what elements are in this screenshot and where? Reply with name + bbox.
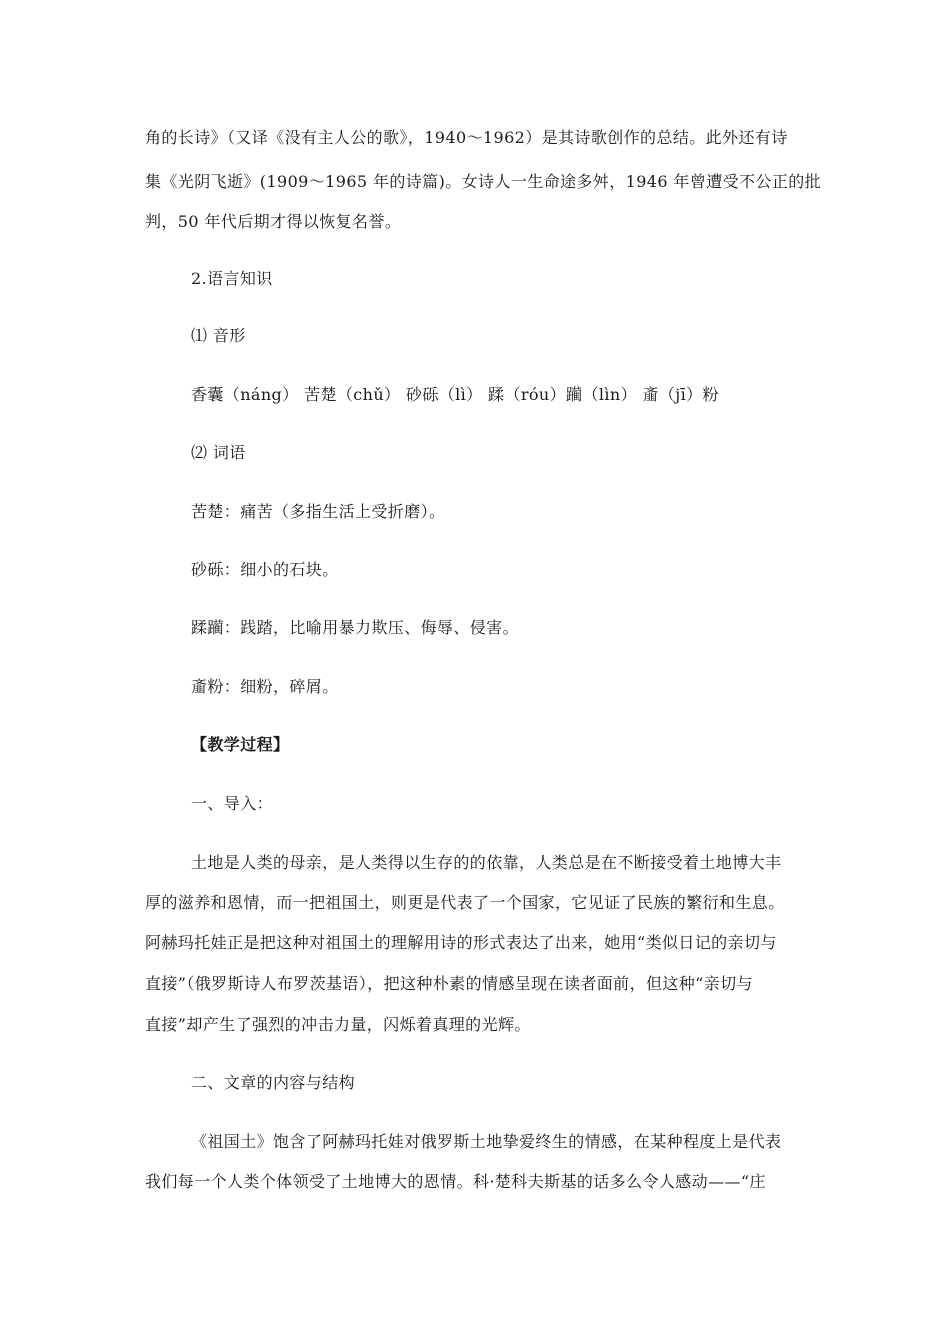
word-def-roulin: 蹂躏：践踏，比喻用暴力欺压、侮辱、侵害。 [191, 618, 520, 637]
part1-line-2: 厚的滋养和恩情，而一把祖国土，则更是代表了一个国家，它见证了民族的繁衍和生息。 [145, 893, 785, 912]
intro-line-3: 判，50 年代后期才得以恢复名誉。 [145, 212, 402, 231]
section-language-heading: 2.语言知识 [191, 269, 273, 288]
part2-heading: 二、文章的内容与结构 [191, 1073, 356, 1092]
pronunciation-line: 香囊（náng） 苦楚（chǔ） 砂砾（lì） 蹂（róu）躏（lìn） 齑（jī）粉 [191, 385, 719, 404]
intro-line-2: 集《光阴飞逝》(1909～1965 年的诗篇)。女诗人一生命途多舛，1946 年曾遭受不公正的批 [145, 172, 822, 191]
part2-line-1: 《祖国土》饱含了阿赫玛托娃对俄罗斯土地挚爱终生的情感，在某种程度上是代表 [191, 1132, 782, 1151]
word-def-shali: 砂砾：细小的石块。 [191, 560, 339, 579]
subsection-pronunciation-heading: ⑴ 音形 [191, 326, 246, 345]
part1-line-5: 直接”却产生了强烈的冲击力量，闪烁着真理的光辉。 [145, 1015, 531, 1034]
part1-line-3: 阿赫玛托娃正是把这种对祖国土的理解用诗的形式表达了出来，她用“类似日记的亲切与 [145, 933, 777, 952]
part1-line-4: 直接”（俄罗斯诗人布罗茨基语），把这种朴素的情感呈现在读者面前，但这种“亲切与 [145, 974, 753, 993]
subsection-words-heading: ⑵ 词语 [191, 443, 246, 462]
part2-line-2: 我们每一个人类个体领受了土地博大的恩情。科·楚科夫斯基的话多么令人感动——“庄 [145, 1172, 766, 1191]
intro-line-1: 角的长诗》（又译《没有主人公的歌》，1940～1962）是其诗歌创作的总结。此外还有诗 [145, 128, 788, 147]
part1-line-1: 土地是人类的母亲，是人类得以生存的的依靠，人类总是在不断接受着土地博大丰 [191, 853, 782, 872]
teaching-process-heading: 【教学过程】 [191, 735, 290, 754]
word-def-kuchu: 苦楚：痛苦（多指生活上受折磨）。 [191, 502, 446, 521]
part1-heading: 一、导入： [191, 794, 274, 813]
word-def-jifen: 齑粉：细粉，碎屑。 [191, 677, 339, 696]
